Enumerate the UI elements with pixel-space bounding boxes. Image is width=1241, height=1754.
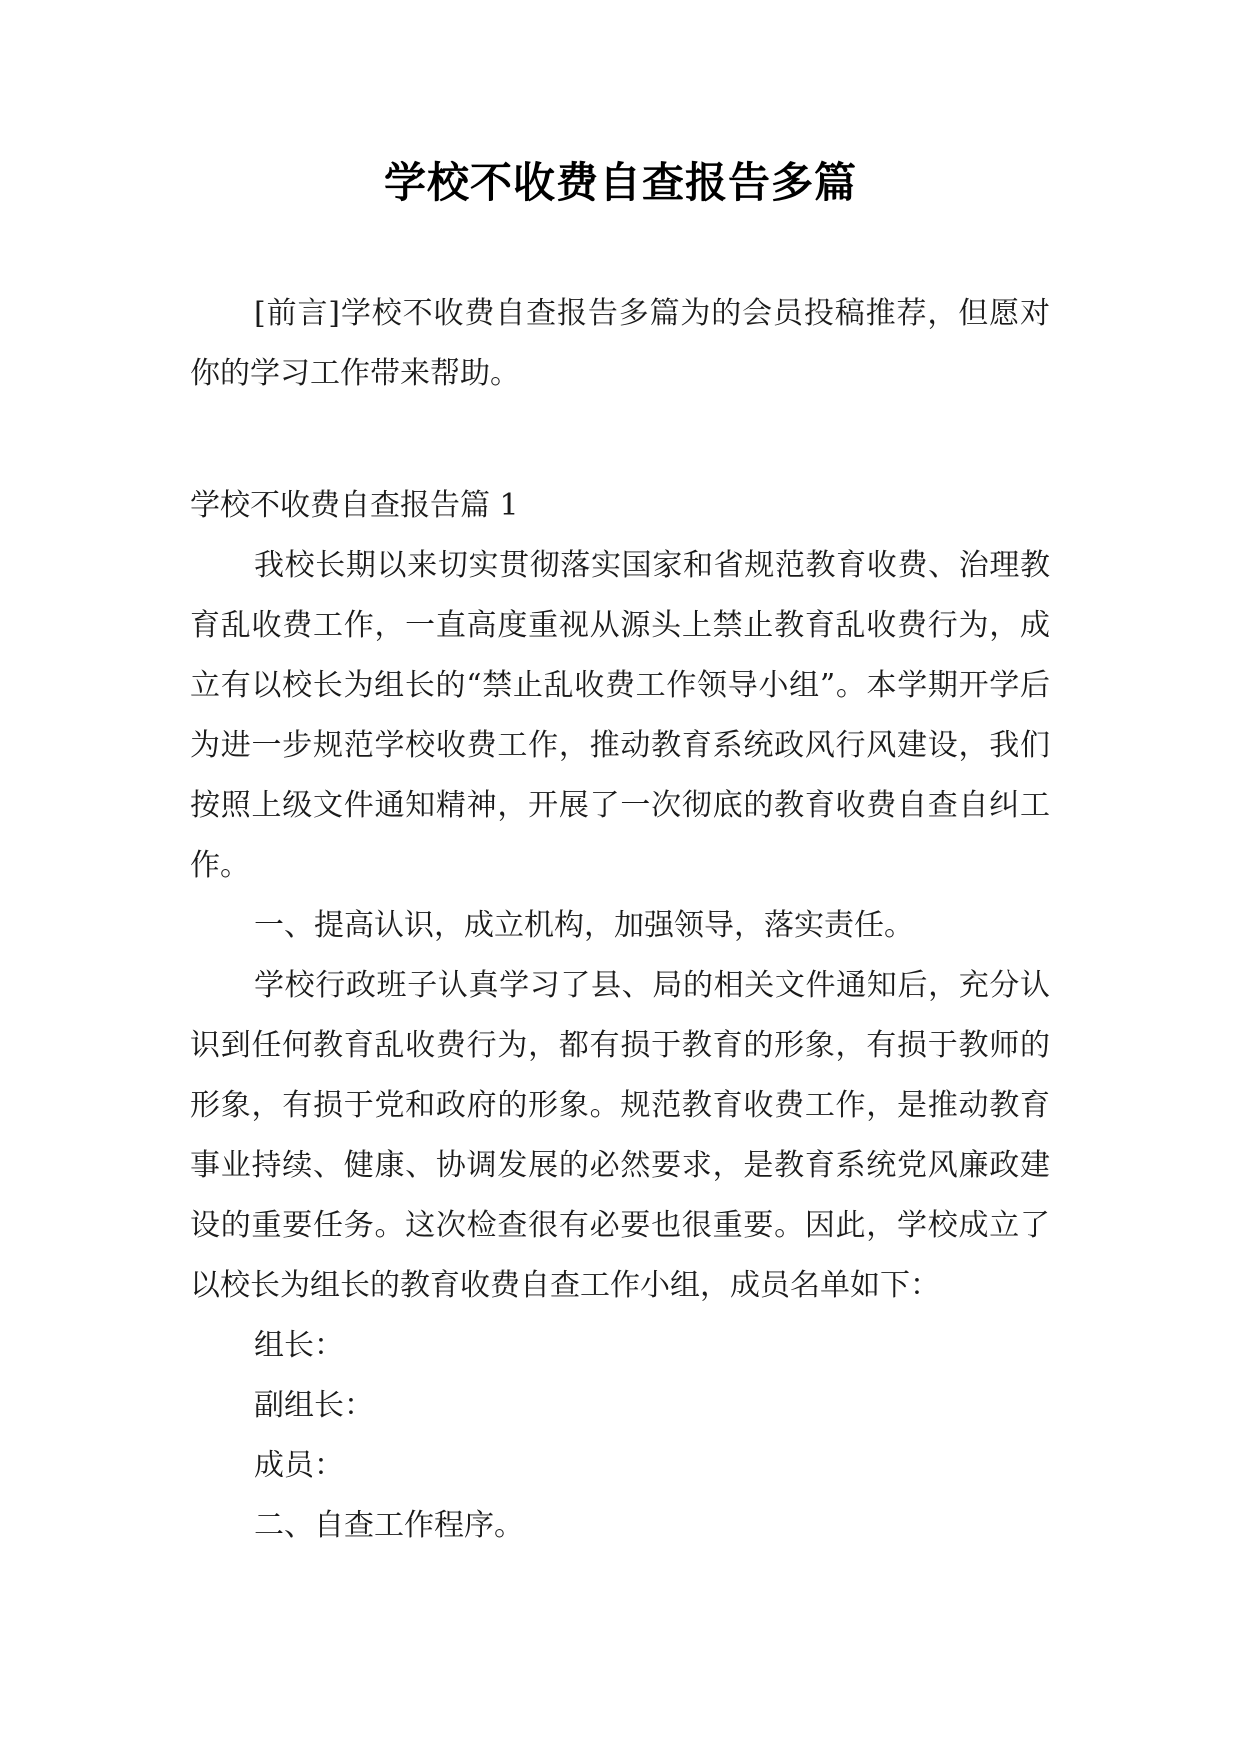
group-leader-line: 组长： <box>254 1328 344 1363</box>
body-paragraph: 我校长期以来切实贯彻落实国家和省规范教育收费、治理教育乱收费工作，一直高度重视从源头上禁止教育乱收费行为，成立有以校长为组长的“禁止乱收费工作领导小组”。本学期开学后为进一步规范学校收费工作，推动教育系统政风行风建设，我们按照上级文件通知精神，开展了一次彻底的教育收费自查自纠工作。 <box>190 548 1050 883</box>
section-heading: 学校不收费自查报告篇 1 <box>190 488 519 523</box>
list-heading-2: 二、自查工作程序。 <box>254 1508 524 1543</box>
list-heading-1: 一、提高认识，成立机构，加强领导，落实责任。 <box>254 908 914 943</box>
document-title: 学校不收费自查报告多篇 <box>383 158 857 207</box>
preface-paragraph: [前言]学校不收费自查报告多篇为的会员投稿推荐，但愿对你的学习工作带来帮助。 <box>190 296 1050 391</box>
body-paragraph: 学校行政班子认真学习了县、局的相关文件通知后，充分认识到任何教育乱收费行为，都有损于教育的形象，有损于教师的形象，有损于党和政府的形象。规范教育收费工作，是推动教育事业持续、健康、协调发展的必然要求，是教育系统党风廉政建设的重要任务。这次检查很有必要也很重要。因此，学校成立了以校长为组长的教育收费自查工作小组，成员名单如下： <box>190 968 1050 1303</box>
members-line: 成员： <box>254 1448 344 1483</box>
deputy-leader-line: 副组长： <box>254 1388 374 1423</box>
document-body <box>190 284 1050 1556</box>
